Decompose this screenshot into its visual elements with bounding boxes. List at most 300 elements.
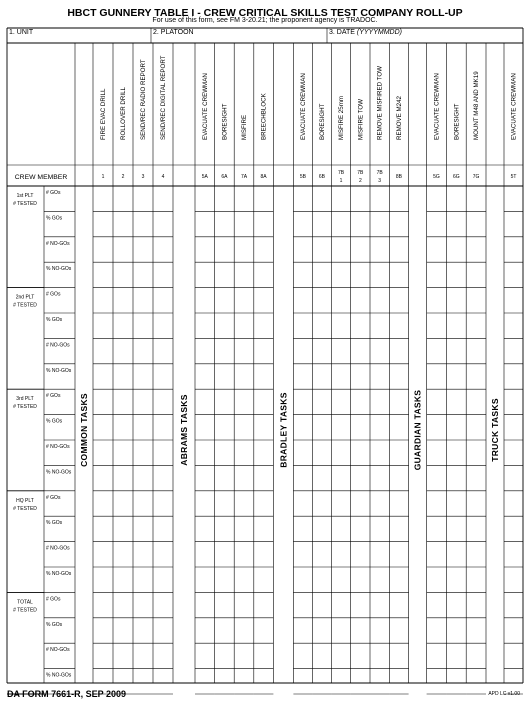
score-cell[interactable]	[351, 466, 370, 491]
score-cell[interactable]	[235, 517, 254, 542]
score-cell[interactable]	[113, 466, 132, 491]
score-cell[interactable]	[370, 542, 389, 567]
score-cell[interactable]	[332, 466, 351, 491]
score-cell[interactable]	[93, 313, 112, 338]
score-cell[interactable]	[370, 364, 389, 389]
score-cell[interactable]	[133, 644, 152, 669]
score-cell[interactable]	[195, 263, 214, 288]
score-cell[interactable]	[294, 288, 312, 313]
score-cell[interactable]	[427, 364, 446, 389]
score-cell[interactable]	[313, 390, 331, 415]
score-cell[interactable]	[215, 237, 234, 262]
score-cell[interactable]	[427, 567, 446, 592]
score-cell[interactable]	[427, 313, 446, 338]
score-cell[interactable]	[133, 669, 152, 694]
score-cell[interactable]	[370, 263, 389, 288]
score-cell[interactable]	[351, 440, 370, 465]
score-cell[interactable]	[390, 644, 409, 669]
score-cell[interactable]	[113, 313, 132, 338]
score-cell[interactable]	[313, 567, 331, 592]
score-cell[interactable]	[153, 466, 172, 491]
score-cell[interactable]	[467, 364, 486, 389]
score-cell[interactable]	[351, 542, 370, 567]
score-cell[interactable]	[215, 618, 234, 643]
score-cell[interactable]	[235, 390, 254, 415]
score-cell[interactable]	[351, 390, 370, 415]
score-cell[interactable]	[215, 212, 234, 237]
score-cell[interactable]	[332, 364, 351, 389]
score-cell[interactable]	[390, 186, 409, 211]
score-cell[interactable]	[313, 364, 331, 389]
score-cell[interactable]	[153, 263, 172, 288]
score-cell[interactable]	[467, 542, 486, 567]
score-cell[interactable]	[153, 390, 172, 415]
score-cell[interactable]	[133, 212, 152, 237]
score-cell[interactable]	[467, 339, 486, 364]
score-cell[interactable]	[195, 339, 214, 364]
score-cell[interactable]	[215, 288, 234, 313]
score-cell[interactable]	[447, 618, 466, 643]
score-cell[interactable]	[294, 669, 312, 694]
score-cell[interactable]	[294, 186, 312, 211]
score-cell[interactable]	[332, 644, 351, 669]
score-cell[interactable]	[195, 415, 214, 440]
score-cell[interactable]	[195, 567, 214, 592]
score-cell[interactable]	[427, 288, 446, 313]
score-cell[interactable]	[504, 517, 522, 542]
score-cell[interactable]	[113, 237, 132, 262]
score-cell[interactable]	[294, 567, 312, 592]
score-cell[interactable]	[113, 288, 132, 313]
score-cell[interactable]	[447, 263, 466, 288]
score-cell[interactable]	[93, 339, 112, 364]
score-cell[interactable]	[351, 618, 370, 643]
score-cell[interactable]	[235, 618, 254, 643]
score-cell[interactable]	[153, 288, 172, 313]
score-cell[interactable]	[235, 415, 254, 440]
score-cell[interactable]	[215, 542, 234, 567]
score-cell[interactable]	[133, 517, 152, 542]
score-cell[interactable]	[332, 186, 351, 211]
score-cell[interactable]	[351, 237, 370, 262]
score-cell[interactable]	[215, 313, 234, 338]
score-cell[interactable]	[467, 644, 486, 669]
score-cell[interactable]	[195, 644, 214, 669]
score-cell[interactable]	[294, 466, 312, 491]
score-cell[interactable]	[133, 339, 152, 364]
score-cell[interactable]	[195, 313, 214, 338]
score-cell[interactable]	[370, 313, 389, 338]
score-cell[interactable]	[235, 542, 254, 567]
score-cell[interactable]	[467, 288, 486, 313]
score-cell[interactable]	[294, 390, 312, 415]
score-cell[interactable]	[390, 288, 409, 313]
score-cell[interactable]	[153, 644, 172, 669]
score-cell[interactable]	[215, 364, 234, 389]
score-cell[interactable]	[254, 567, 273, 592]
score-cell[interactable]	[313, 263, 331, 288]
score-cell[interactable]	[195, 212, 214, 237]
score-cell[interactable]	[254, 593, 273, 618]
score-cell[interactable]	[195, 491, 214, 516]
score-cell[interactable]	[294, 313, 312, 338]
score-cell[interactable]	[235, 644, 254, 669]
score-cell[interactable]	[447, 415, 466, 440]
score-cell[interactable]	[370, 517, 389, 542]
score-cell[interactable]	[254, 542, 273, 567]
score-cell[interactable]	[113, 390, 132, 415]
score-cell[interactable]	[113, 567, 132, 592]
score-cell[interactable]	[351, 288, 370, 313]
score-cell[interactable]	[427, 339, 446, 364]
score-cell[interactable]	[215, 440, 234, 465]
score-cell[interactable]	[313, 212, 331, 237]
score-cell[interactable]	[294, 415, 312, 440]
score-cell[interactable]	[294, 644, 312, 669]
score-cell[interactable]	[235, 237, 254, 262]
score-cell[interactable]	[504, 313, 522, 338]
score-cell[interactable]	[195, 542, 214, 567]
score-cell[interactable]	[133, 466, 152, 491]
score-cell[interactable]	[390, 466, 409, 491]
score-cell[interactable]	[504, 263, 522, 288]
score-cell[interactable]	[254, 440, 273, 465]
score-cell[interactable]	[447, 212, 466, 237]
score-cell[interactable]	[133, 313, 152, 338]
score-cell[interactable]	[467, 440, 486, 465]
score-cell[interactable]	[93, 237, 112, 262]
score-cell[interactable]	[133, 186, 152, 211]
score-cell[interactable]	[313, 618, 331, 643]
score-cell[interactable]	[294, 339, 312, 364]
score-cell[interactable]	[351, 415, 370, 440]
score-cell[interactable]	[254, 237, 273, 262]
score-cell[interactable]	[332, 339, 351, 364]
score-cell[interactable]	[215, 593, 234, 618]
score-cell[interactable]	[215, 263, 234, 288]
score-cell[interactable]	[313, 491, 331, 516]
score-cell[interactable]	[93, 288, 112, 313]
score-cell[interactable]	[351, 644, 370, 669]
score-cell[interactable]	[370, 186, 389, 211]
score-cell[interactable]	[294, 593, 312, 618]
score-cell[interactable]	[93, 186, 112, 211]
score-cell[interactable]	[504, 618, 522, 643]
score-cell[interactable]	[133, 593, 152, 618]
score-cell[interactable]	[447, 567, 466, 592]
score-cell[interactable]	[427, 517, 446, 542]
score-cell[interactable]	[215, 466, 234, 491]
score-cell[interactable]	[153, 339, 172, 364]
score-cell[interactable]	[447, 186, 466, 211]
score-cell[interactable]	[504, 237, 522, 262]
score-cell[interactable]	[195, 288, 214, 313]
score-cell[interactable]	[504, 186, 522, 211]
score-cell[interactable]	[254, 415, 273, 440]
score-cell[interactable]	[294, 237, 312, 262]
score-cell[interactable]	[504, 542, 522, 567]
score-cell[interactable]	[427, 618, 446, 643]
score-cell[interactable]	[467, 313, 486, 338]
score-cell[interactable]	[351, 517, 370, 542]
score-cell[interactable]	[370, 567, 389, 592]
score-cell[interactable]	[427, 542, 446, 567]
score-cell[interactable]	[153, 237, 172, 262]
score-cell[interactable]	[93, 593, 112, 618]
score-cell[interactable]	[351, 593, 370, 618]
score-cell[interactable]	[427, 186, 446, 211]
score-cell[interactable]	[332, 491, 351, 516]
score-cell[interactable]	[113, 644, 132, 669]
score-cell[interactable]	[215, 390, 234, 415]
score-cell[interactable]	[427, 593, 446, 618]
score-cell[interactable]	[332, 440, 351, 465]
score-cell[interactable]	[390, 669, 409, 694]
score-cell[interactable]	[93, 644, 112, 669]
score-cell[interactable]	[390, 567, 409, 592]
score-cell[interactable]	[195, 237, 214, 262]
score-cell[interactable]	[313, 313, 331, 338]
score-cell[interactable]	[447, 466, 466, 491]
score-cell[interactable]	[427, 237, 446, 262]
score-cell[interactable]	[351, 313, 370, 338]
score-cell[interactable]	[313, 186, 331, 211]
score-cell[interactable]	[427, 644, 446, 669]
score-cell[interactable]	[93, 466, 112, 491]
score-cell[interactable]	[235, 466, 254, 491]
score-cell[interactable]	[113, 491, 132, 516]
score-cell[interactable]	[235, 212, 254, 237]
score-cell[interactable]	[504, 567, 522, 592]
score-cell[interactable]	[467, 593, 486, 618]
score-cell[interactable]	[215, 491, 234, 516]
score-cell[interactable]	[254, 466, 273, 491]
score-cell[interactable]	[467, 237, 486, 262]
score-cell[interactable]	[313, 669, 331, 694]
score-cell[interactable]	[153, 542, 172, 567]
score-cell[interactable]	[215, 567, 234, 592]
score-cell[interactable]	[313, 593, 331, 618]
score-cell[interactable]	[351, 339, 370, 364]
score-cell[interactable]	[332, 263, 351, 288]
score-cell[interactable]	[351, 491, 370, 516]
score-cell[interactable]	[133, 288, 152, 313]
score-cell[interactable]	[504, 491, 522, 516]
score-cell[interactable]	[447, 237, 466, 262]
score-cell[interactable]	[390, 237, 409, 262]
score-cell[interactable]	[313, 415, 331, 440]
score-cell[interactable]	[133, 567, 152, 592]
score-cell[interactable]	[113, 339, 132, 364]
score-cell[interactable]	[254, 618, 273, 643]
score-cell[interactable]	[332, 313, 351, 338]
score-cell[interactable]	[254, 263, 273, 288]
score-cell[interactable]	[313, 440, 331, 465]
score-cell[interactable]	[313, 517, 331, 542]
score-cell[interactable]	[504, 364, 522, 389]
score-cell[interactable]	[294, 263, 312, 288]
score-cell[interactable]	[133, 618, 152, 643]
score-cell[interactable]	[235, 440, 254, 465]
score-cell[interactable]	[235, 313, 254, 338]
score-cell[interactable]	[447, 542, 466, 567]
score-cell[interactable]	[467, 212, 486, 237]
score-cell[interactable]	[195, 440, 214, 465]
score-cell[interactable]	[113, 415, 132, 440]
score-cell[interactable]	[153, 313, 172, 338]
score-cell[interactable]	[427, 263, 446, 288]
score-cell[interactable]	[313, 288, 331, 313]
score-cell[interactable]	[332, 618, 351, 643]
score-cell[interactable]	[93, 517, 112, 542]
score-cell[interactable]	[153, 364, 172, 389]
score-cell[interactable]	[370, 288, 389, 313]
score-cell[interactable]	[390, 542, 409, 567]
score-cell[interactable]	[504, 339, 522, 364]
score-cell[interactable]	[447, 390, 466, 415]
score-cell[interactable]	[332, 237, 351, 262]
score-cell[interactable]	[370, 390, 389, 415]
score-cell[interactable]	[153, 593, 172, 618]
score-cell[interactable]	[93, 618, 112, 643]
score-cell[interactable]	[467, 669, 486, 694]
score-cell[interactable]	[427, 415, 446, 440]
score-cell[interactable]	[447, 491, 466, 516]
score-cell[interactable]	[467, 390, 486, 415]
score-cell[interactable]	[370, 644, 389, 669]
score-cell[interactable]	[390, 263, 409, 288]
score-cell[interactable]	[332, 517, 351, 542]
score-cell[interactable]	[313, 466, 331, 491]
score-cell[interactable]	[195, 364, 214, 389]
score-cell[interactable]	[370, 669, 389, 694]
score-cell[interactable]	[195, 669, 214, 694]
score-cell[interactable]	[215, 669, 234, 694]
score-cell[interactable]	[195, 466, 214, 491]
score-cell[interactable]	[447, 313, 466, 338]
score-cell[interactable]	[235, 263, 254, 288]
score-cell[interactable]	[215, 186, 234, 211]
score-cell[interactable]	[370, 440, 389, 465]
score-cell[interactable]	[153, 186, 172, 211]
score-cell[interactable]	[332, 212, 351, 237]
score-cell[interactable]	[195, 517, 214, 542]
score-cell[interactable]	[351, 263, 370, 288]
score-cell[interactable]	[254, 669, 273, 694]
score-cell[interactable]	[427, 466, 446, 491]
score-cell[interactable]	[351, 364, 370, 389]
score-cell[interactable]	[153, 669, 172, 694]
score-cell[interactable]	[153, 491, 172, 516]
score-cell[interactable]	[254, 186, 273, 211]
score-cell[interactable]	[294, 491, 312, 516]
score-cell[interactable]	[427, 491, 446, 516]
score-cell[interactable]	[215, 339, 234, 364]
score-cell[interactable]	[235, 339, 254, 364]
score-cell[interactable]	[504, 593, 522, 618]
score-cell[interactable]	[467, 415, 486, 440]
score-cell[interactable]	[370, 593, 389, 618]
score-cell[interactable]	[133, 237, 152, 262]
score-cell[interactable]	[504, 212, 522, 237]
score-cell[interactable]	[113, 517, 132, 542]
score-cell[interactable]	[390, 212, 409, 237]
score-cell[interactable]	[332, 567, 351, 592]
score-cell[interactable]	[93, 491, 112, 516]
score-cell[interactable]	[294, 364, 312, 389]
score-cell[interactable]	[313, 339, 331, 364]
score-cell[interactable]	[332, 390, 351, 415]
score-cell[interactable]	[93, 364, 112, 389]
score-cell[interactable]	[113, 212, 132, 237]
score-cell[interactable]	[313, 542, 331, 567]
score-cell[interactable]	[332, 542, 351, 567]
score-cell[interactable]	[254, 517, 273, 542]
score-cell[interactable]	[504, 415, 522, 440]
score-cell[interactable]	[467, 263, 486, 288]
score-cell[interactable]	[390, 491, 409, 516]
score-cell[interactable]	[370, 466, 389, 491]
score-cell[interactable]	[447, 364, 466, 389]
score-cell[interactable]	[235, 364, 254, 389]
score-cell[interactable]	[467, 567, 486, 592]
score-cell[interactable]	[254, 491, 273, 516]
score-cell[interactable]	[370, 618, 389, 643]
score-cell[interactable]	[93, 415, 112, 440]
score-cell[interactable]	[294, 440, 312, 465]
score-cell[interactable]	[254, 212, 273, 237]
score-cell[interactable]	[93, 263, 112, 288]
score-cell[interactable]	[153, 567, 172, 592]
score-cell[interactable]	[133, 542, 152, 567]
score-cell[interactable]	[447, 669, 466, 694]
score-cell[interactable]	[370, 415, 389, 440]
score-cell[interactable]	[332, 593, 351, 618]
score-cell[interactable]	[294, 618, 312, 643]
score-cell[interactable]	[153, 440, 172, 465]
score-cell[interactable]	[113, 542, 132, 567]
score-cell[interactable]	[195, 593, 214, 618]
score-cell[interactable]	[133, 364, 152, 389]
score-cell[interactable]	[370, 491, 389, 516]
score-cell[interactable]	[133, 263, 152, 288]
score-cell[interactable]	[313, 237, 331, 262]
score-cell[interactable]	[294, 212, 312, 237]
score-cell[interactable]	[447, 339, 466, 364]
score-cell[interactable]	[504, 390, 522, 415]
score-cell[interactable]	[113, 618, 132, 643]
score-cell[interactable]	[467, 618, 486, 643]
score-cell[interactable]	[93, 542, 112, 567]
score-cell[interactable]	[254, 644, 273, 669]
score-cell[interactable]	[215, 517, 234, 542]
score-cell[interactable]	[390, 593, 409, 618]
score-cell[interactable]	[390, 618, 409, 643]
score-cell[interactable]	[467, 517, 486, 542]
score-cell[interactable]	[93, 567, 112, 592]
score-cell[interactable]	[235, 288, 254, 313]
score-cell[interactable]	[113, 263, 132, 288]
score-cell[interactable]	[235, 186, 254, 211]
score-cell[interactable]	[133, 390, 152, 415]
score-cell[interactable]	[235, 669, 254, 694]
score-cell[interactable]	[313, 644, 331, 669]
score-cell[interactable]	[370, 212, 389, 237]
score-cell[interactable]	[447, 288, 466, 313]
score-cell[interactable]	[351, 669, 370, 694]
score-cell[interactable]	[93, 390, 112, 415]
score-cell[interactable]	[254, 339, 273, 364]
